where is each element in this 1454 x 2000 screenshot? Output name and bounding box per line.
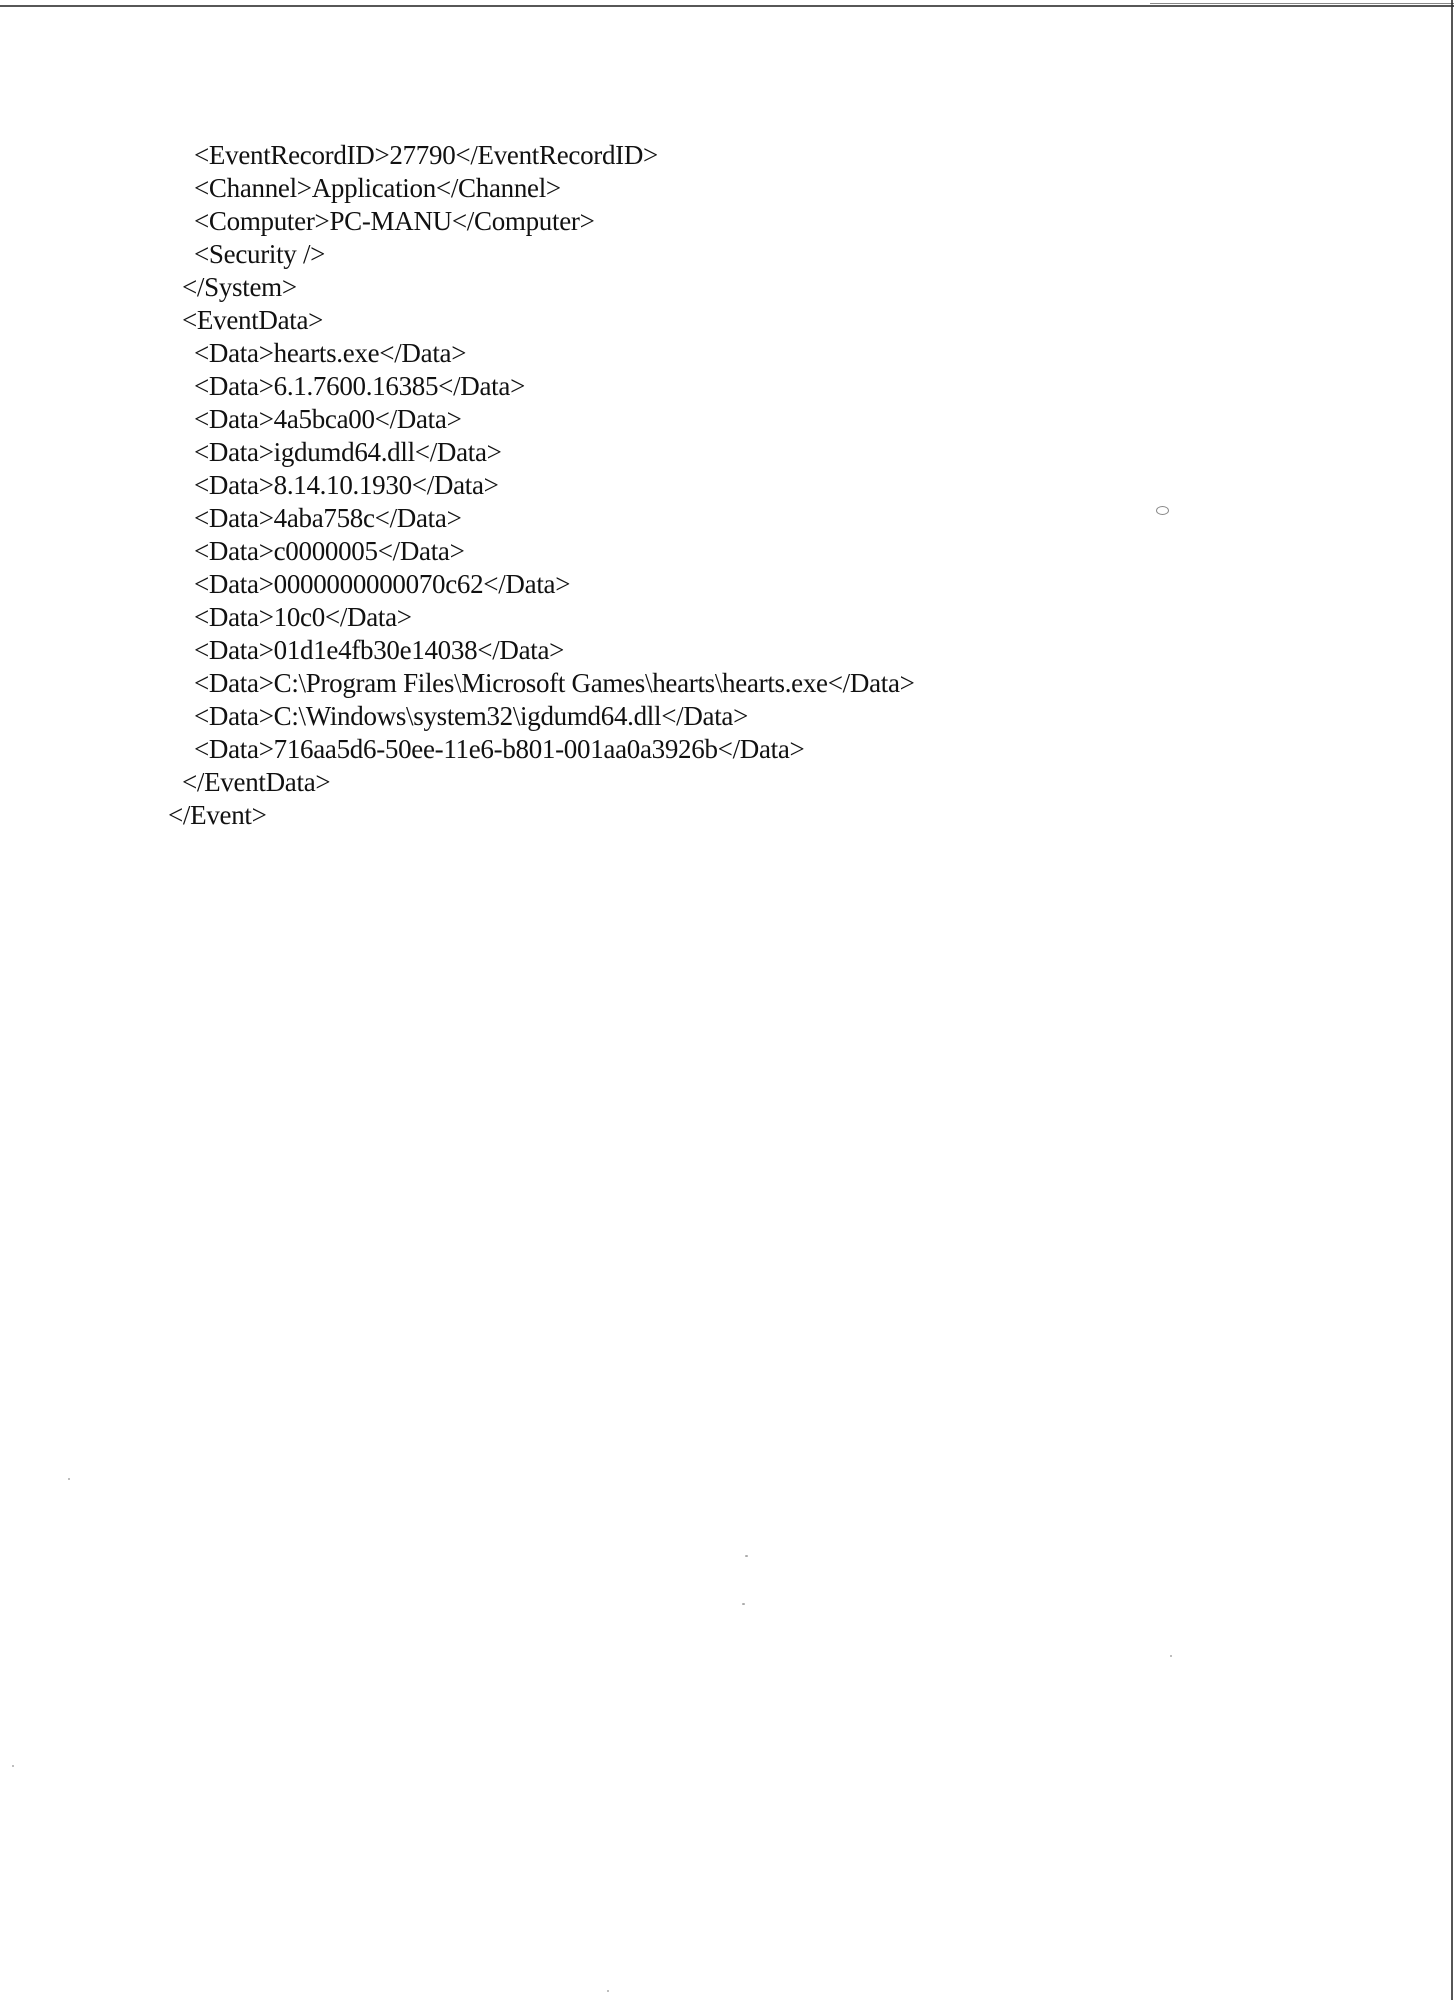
xml-line-data: <Data>igdumd64.dll</Data>: [194, 437, 502, 467]
xml-line-event-record-id: <EventRecordID>27790</EventRecordID>: [194, 140, 658, 170]
top-edge-line: [0, 5, 1454, 7]
xml-line-data: <Data>4aba758c</Data>: [194, 503, 462, 533]
xml-line-event-close: </Event>: [168, 800, 267, 830]
xml-line-data: <Data>716aa5d6-50ee-11e6-b801-001aa0a3926b</Data>: [194, 734, 805, 764]
xml-line-data: <Data>8.14.10.1930</Data>: [194, 470, 499, 500]
scan-speck: [1170, 1655, 1172, 1657]
xml-line-data: <Data>C:\Windows\system32\igdumd64.dll</Data>: [194, 701, 749, 731]
xml-line-data: <Data>4a5bca00</Data>: [194, 404, 462, 434]
xml-line-data: <Data>0000000000070c62</Data>: [194, 569, 571, 599]
xml-line-security: <Security />: [194, 239, 326, 269]
top-edge-line-secondary: [1150, 3, 1454, 4]
xml-line-eventdata-open: <EventData>: [182, 305, 324, 335]
scan-speck: [68, 1478, 70, 1480]
xml-line-data: <Data>6.1.7600.16385</Data>: [194, 371, 525, 401]
xml-line-data: <Data>C:\Program Files\Microsoft Games\hearts\hearts.exe</Data>: [194, 668, 915, 698]
xml-line-eventdata-close: </EventData>: [182, 767, 331, 797]
xml-line-data: <Data>c0000005</Data>: [194, 536, 465, 566]
scan-speck: [607, 1990, 609, 1992]
xml-line-data: <Data>hearts.exe</Data>: [194, 338, 467, 368]
scan-speck: [745, 1555, 748, 1557]
xml-line-system-close: </System>: [182, 272, 297, 302]
xml-line-channel: <Channel>Application</Channel>: [194, 173, 561, 203]
xml-line-computer: <Computer>PC-MANU</Computer>: [194, 206, 595, 236]
xml-line-data: <Data>10c0</Data>: [194, 602, 412, 632]
xml-line-data: <Data>01d1e4fb30e14038</Data>: [194, 635, 565, 665]
scan-speck: [12, 1765, 14, 1767]
right-edge-line: [1451, 0, 1453, 2000]
scan-artifact-circle: [1156, 506, 1169, 515]
scan-speck: [742, 1603, 745, 1605]
